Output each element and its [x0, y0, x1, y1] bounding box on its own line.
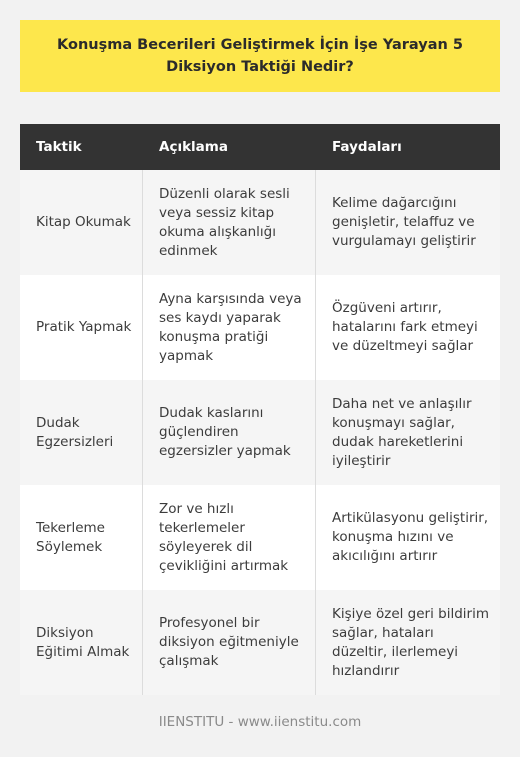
header-taktik: Taktik — [36, 139, 82, 155]
cell-tactic: Kitap Okumak — [20, 170, 143, 275]
cell-benefits: Daha net ve anlaşılır konuşmayı sağlar, dudak hareketlerini iyileştirir — [332, 395, 472, 469]
page-title: Konuşma Becerileri Geliştirmek İçin İşe Yarayan 5 Diksiyon Taktiği Nedir? — [57, 37, 463, 75]
cell-description: Dudak kaslarını güçlendiren egzersizler yapmak — [143, 380, 316, 485]
tactics-table — [20, 124, 500, 695]
cell-tactic: Dudak Egzersizleri — [20, 380, 143, 485]
table-row — [20, 170, 500, 275]
cell-tactic: Diksiyon Eğitimi Almak — [20, 590, 143, 695]
table-row — [20, 590, 500, 695]
cell-description: Profesyonel bir diksiyon eğitmeniyle çalışmak — [143, 590, 316, 695]
cell-description: Zor ve hızlı tekerlemeler söyleyerek dil çevikliğini artırmak — [143, 485, 316, 590]
table-row — [20, 485, 500, 590]
cell-description: Düzenli olarak sesli veya sessiz kitap okuma alışkanlığı edinmek — [143, 170, 316, 275]
cell-benefits: Artikülasyonu geliştirir, konuşma hızını ve akıcılığını artırır — [332, 510, 489, 564]
cell-tactic: Tekerleme Söylemek — [20, 485, 143, 590]
cell-description: Ayna karşısında veya ses kaydı yaparak konuşma pratiği yapmak — [143, 275, 316, 380]
header-faydalari: Faydaları — [332, 139, 402, 155]
footer-credit: IIENSTITU - www.iienstitu.com — [158, 714, 362, 730]
header-aciklama: Açıklama — [159, 139, 228, 155]
table-header — [20, 124, 500, 170]
cell-benefits: Kelime dağarcığını genişletir, telaffuz ve vurgulamayı geliştirir — [332, 195, 476, 249]
cell-tactic: Pratik Yapmak — [20, 275, 143, 380]
cell-benefits: Kişiye özel geri bildirim sağlar, hataları düzeltir, ilerlemeyi hızlandırır — [332, 605, 489, 679]
table-row — [20, 275, 500, 380]
cell-benefits: Özgüveni artırır, hatalarını fark etmeyi ve düzeltmeyi sağlar — [332, 300, 478, 354]
title-banner — [20, 20, 500, 92]
table-row — [20, 380, 500, 485]
